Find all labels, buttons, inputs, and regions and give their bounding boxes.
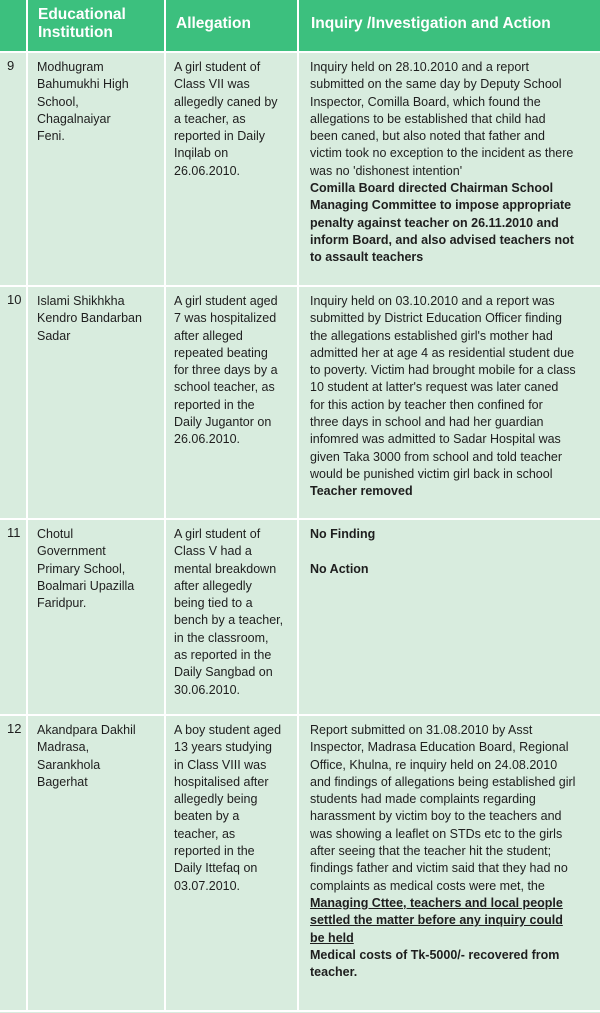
text-line: given Taka 3000 from school and told teacher — [310, 449, 563, 464]
text-line: three days in school and had her guardian — [310, 415, 544, 430]
allegation-cell — [166, 287, 299, 518]
text-line: in the classroom, — [174, 630, 269, 645]
text-line: was no 'dishonest intention' — [310, 163, 463, 178]
text-line: 03.07.2010. — [174, 878, 241, 893]
text-line: allegedly caned by — [174, 94, 278, 109]
text-line: complaints as medical costs were met, the — [310, 878, 545, 893]
text-line: Sarankhola — [37, 757, 101, 772]
allegation-cell — [166, 53, 299, 285]
text-line: 26.06.2010. — [174, 432, 241, 447]
text-line: Daily Sangbad on — [174, 665, 273, 680]
action-decision-line: to assault teachers — [310, 250, 424, 265]
text-line: in Class VIII was — [174, 757, 267, 772]
text-line: bench by a teacher, — [174, 613, 284, 628]
text-line: allegations to be established that child had — [310, 111, 546, 126]
settlement-note-line: settled the matter before any inquiry could — [310, 913, 563, 928]
text-line: Office, Khulna, re inquiry held on 24.08.2010 — [310, 757, 558, 772]
text-line: for three days by a — [174, 363, 278, 378]
row-number: 9 — [0, 53, 28, 285]
text-line: A girl student aged — [174, 294, 278, 308]
action-decision-line: penalty against teacher on 26.11.2010 and — [310, 215, 559, 230]
text-line: A boy student aged — [174, 723, 282, 737]
action-decision-line: Comilla Board directed Chairman School — [310, 181, 554, 196]
text-line: Inquiry held on 28.10.2010 and a report — [310, 60, 529, 74]
row-number: 10 — [0, 287, 28, 518]
text-line: Islami Shikhkha — [37, 294, 125, 308]
table-row — [0, 716, 600, 1012]
header-number — [0, 0, 28, 51]
action-status: No Action — [310, 561, 369, 576]
text-line: reported in Daily — [174, 129, 266, 144]
text-line: admitted her at age 4 as residential student due — [310, 345, 575, 360]
table-row — [0, 287, 600, 520]
header-institution-line: Educational — [38, 6, 126, 23]
text-line: after allegedly — [174, 578, 252, 593]
text-line: 30.06.2010. — [174, 682, 241, 697]
text-line: Sadar — [37, 328, 71, 343]
table-row — [0, 53, 600, 287]
text-line: Feni. — [37, 129, 65, 144]
institution-cell — [28, 716, 166, 1010]
text-line: Boalmari Upazilla — [37, 578, 135, 593]
text-line: 10 student at latter's request was later caned — [310, 380, 559, 395]
text-line: A girl student of — [174, 60, 261, 74]
text-line: Modhugram — [37, 60, 104, 74]
action-cell — [299, 716, 600, 1010]
allegation-cell — [166, 520, 299, 714]
text-line: would be punished victim girl back in school — [310, 466, 553, 481]
text-line: Inspector, Comilla Board, which found the — [310, 94, 541, 109]
text-line: a teacher, as — [174, 111, 246, 126]
row-number: 11 — [0, 520, 28, 714]
text-line: Inqilab on — [174, 146, 229, 161]
text-line: Daily Ittefaq on — [174, 861, 258, 876]
text-line: to poverty. Victim had brought mobile for a class — [310, 363, 576, 378]
text-line: Kendro Bandarban — [37, 311, 142, 326]
spacer — [310, 543, 592, 560]
text-line: been caned, but also noted that father and — [310, 129, 545, 144]
text-line: School, — [37, 94, 79, 109]
text-line: 13 years studying — [174, 740, 272, 755]
text-line: reported in the — [174, 844, 255, 859]
text-line: Akandpara Dakhil — [37, 723, 136, 737]
text-line: Government — [37, 544, 106, 559]
text-line: the allegations established girl's mother had — [310, 328, 553, 343]
action-decision-line: teacher. — [310, 965, 358, 980]
text-line: after seeing that the teacher hit the student; — [310, 844, 552, 859]
text-line: was showing a leaflet on STDs etc to the girls — [310, 826, 563, 841]
table-row — [0, 520, 600, 716]
text-line: Madrasa, — [37, 740, 90, 755]
text-line: Primary School, — [37, 561, 126, 576]
text-line: Report submitted on 31.08.2010 by Asst — [310, 723, 533, 737]
institution-cell — [28, 520, 166, 714]
text-line: Class VII was — [174, 77, 250, 92]
action-decision-line: Managing Committee to impose appropriate — [310, 198, 572, 213]
action-cell — [299, 287, 600, 518]
text-line: A girl student of — [174, 527, 261, 541]
text-line: as reported in the — [174, 648, 272, 663]
text-line: 7 was hospitalized — [174, 311, 277, 326]
action-decision-line: inform Board, and also advised teachers not — [310, 232, 574, 247]
text-line: 26.06.2010. — [174, 163, 241, 178]
text-line: victim took no exception to the incident as there — [310, 146, 574, 161]
text-line: Chagalnaiyar — [37, 111, 111, 126]
row-number: 12 — [0, 716, 28, 1010]
table-header — [0, 0, 600, 53]
text-line: students had made complaints regarding — [310, 792, 536, 807]
institution-cell — [28, 287, 166, 518]
text-line: allegedly being — [174, 792, 258, 807]
action-decision-line: Teacher removed — [310, 484, 413, 499]
text-line: Inspector, Madrasa Education Board, Regional — [310, 740, 569, 755]
text-line: submitted by District Education Officer finding — [310, 311, 562, 326]
text-line: submitted on the same day by Deputy School — [310, 77, 562, 92]
text-line: repeated beating — [174, 345, 268, 360]
text-line: after alleged — [174, 328, 243, 343]
institution-cell — [28, 53, 166, 285]
finding-status: No Finding — [310, 527, 376, 541]
text-line: hospitalised after — [174, 774, 269, 789]
text-line: and findings of allegations being established girl — [310, 774, 576, 789]
text-line: harassment by victim boy to the teachers and — [310, 809, 562, 824]
text-line: Inquiry held on 03.10.2010 and a report was — [310, 294, 555, 308]
text-line: being tied to a — [174, 596, 253, 611]
text-line: Class V had a — [174, 544, 252, 559]
text-line: mental breakdown — [174, 561, 277, 576]
action-decision-line: Medical costs of Tk-5000/- recovered from — [310, 947, 560, 962]
text-line: Chotul — [37, 527, 74, 541]
text-line: findings father and victim said that they had no — [310, 861, 568, 876]
text-line: beaten by a — [174, 809, 240, 824]
text-line: reported in the — [174, 397, 255, 412]
text-line: Bahumukhi High — [37, 77, 129, 92]
header-educational-institution — [28, 0, 166, 51]
text-line: teacher, as — [174, 826, 236, 841]
text-line: Daily Jugantor on — [174, 415, 272, 430]
text-line: school teacher, as — [174, 380, 275, 395]
action-cell — [299, 53, 600, 285]
settlement-note-line: Managing Cttee, teachers and local people — [310, 895, 563, 910]
header-allegation: Allegation — [166, 0, 299, 51]
action-cell — [299, 520, 600, 714]
text-line: infomred was admitted to Sadar Hospital was — [310, 432, 561, 447]
allegation-cell — [166, 716, 299, 1010]
header-institution-line: Institution — [38, 24, 113, 41]
text-line: for this action by teacher then confined for — [310, 397, 543, 412]
text-line: Faridpur. — [37, 596, 87, 611]
header-inquiry-action: Inquiry /Investigation and Action — [311, 15, 551, 32]
settlement-note-line: be held — [310, 930, 354, 945]
text-line: Bagerhat — [37, 774, 88, 789]
